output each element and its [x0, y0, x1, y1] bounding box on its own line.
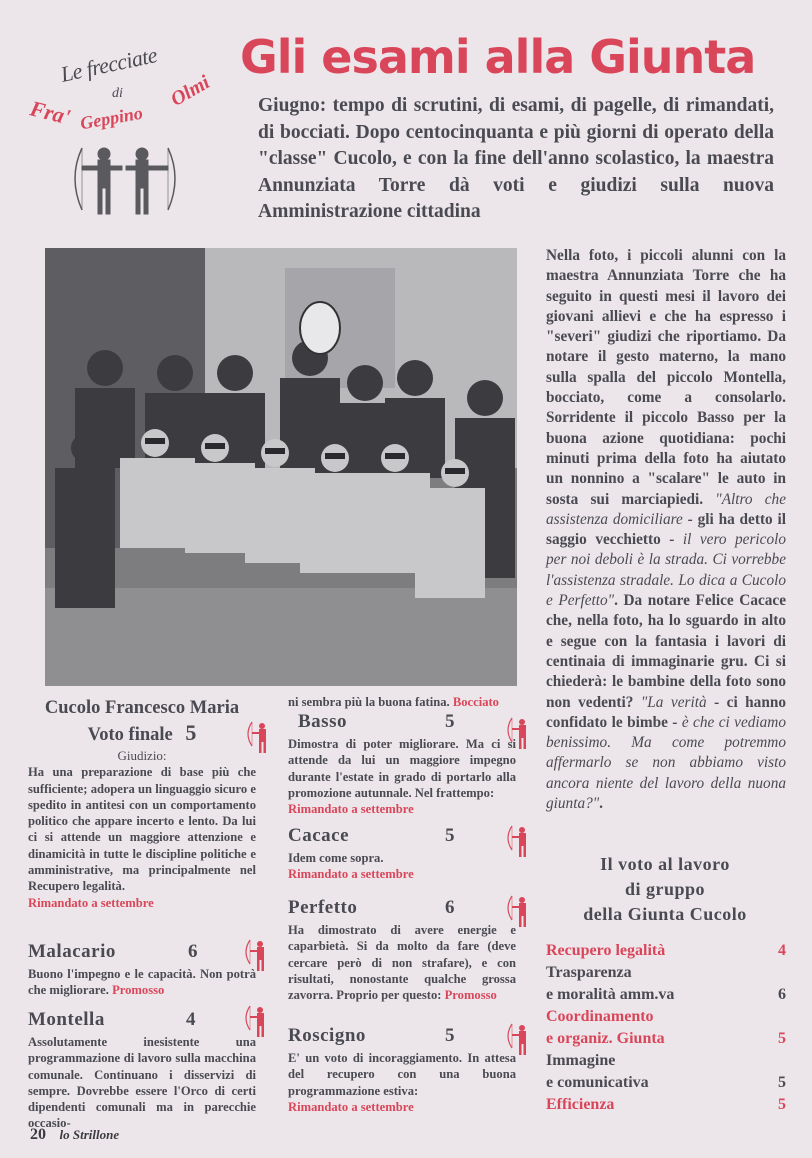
verdict-perfetto	[288, 897, 516, 1003]
group-vote-label: e comunicativa	[546, 1074, 649, 1091]
logo-line-geppino: Geppino	[78, 102, 145, 134]
archer-icon	[506, 824, 530, 863]
group-vote-row	[546, 1006, 786, 1028]
verdict-text: Idem come sopra.	[288, 851, 384, 865]
group-photo	[45, 248, 517, 686]
archer-icon	[244, 1004, 268, 1043]
verdict-malacario	[28, 941, 256, 999]
column-logo	[20, 40, 230, 210]
verdict-text: E' un voto di incoraggiamento. In attesa del recupero con una buona programmazione estiva:	[288, 1051, 516, 1098]
group-vote-label: Trasparenza	[546, 964, 632, 981]
group-vote-row	[546, 984, 786, 1006]
verdict-montella-continued	[288, 694, 516, 710]
verdict-outcome: Promosso	[444, 988, 497, 1003]
logo-line-fra: Fra'	[27, 95, 73, 130]
verdict-name: Cacace	[288, 825, 350, 846]
group-vote-value: 5	[778, 1074, 786, 1091]
group-vote-value	[756, 962, 786, 984]
group-vote-label: e moralità amm.va	[546, 986, 675, 1003]
verdict-judgement-label: Giudizio:	[117, 748, 167, 763]
verdict-grade: 6	[445, 897, 455, 918]
photo-caption: Nella foto, i piccoli alunni con la maestra Annunziata Torre che ha seguito in questi mesi il lavoro dei giovani allievi e che ha espresso i "severi" giudizi che riportiamo. Da notare il gesto materno, la mano sulla spalla del piccolo Montella, bocciato, come a consolarlo. Sorridente il piccolo Basso per la buona azione quotidiana: pochi minuti prima della foto ha aiutato un nonnino a "scalare" le auto in sosta sui marciapiedi. "Altro che assistenza domiciliare - gli ha detto il saggio vecchietto - il vero pericolo per noi deboli è la strada. Ci vorrebbe l'assistenza stradale. Lo dica a Cucolo e Perfetto". Da notare Felice Cacace che, nella foto, ha lo sguardo in alto e segue con la fantasia i lavori di centinaia di immaginarie gru. Ci si chiederà: le bambine della foto sono non vedenti? "La verità - ci hanno confidato le bimbe - è che ci vediamo benissimo. Ma come potremmo affermarlo se non abbiamo visto ancora niente del lavoro della nuona giunta?".	[546, 247, 787, 813]
verdict-name: Cucolo Francesco Maria	[44, 698, 240, 718]
verdict-grade-line: Voto finale 5	[87, 720, 197, 745]
verdict-outcome: Bocciato	[452, 695, 499, 709]
group-vote-row	[546, 1094, 786, 1116]
verdict-cacace	[288, 825, 516, 883]
group-vote-value: 4	[778, 942, 786, 959]
verdict-roscigno	[288, 1025, 516, 1115]
group-vote-label: Coordinamento	[546, 1008, 654, 1025]
publication-name: lo Strillone	[59, 1127, 120, 1142]
verdict-grade: 4	[186, 1009, 196, 1030]
verdict-grade: 5	[445, 711, 455, 732]
verdict-outcome: Rimandato a settembre	[288, 867, 414, 882]
group-vote-row	[546, 1050, 786, 1072]
verdict-text: Ha dimostrato di avere energie e caparbietà. Si da molto da fare (deve cercare però di non strafare), e con risultati, nonostante qualche grossa zavorra. Proprio per questo:	[288, 923, 516, 1003]
verdict-outcome: Promosso	[112, 983, 165, 998]
group-vote-value	[756, 1050, 786, 1072]
archer-icon	[506, 894, 530, 933]
archer-icon	[506, 1022, 530, 1061]
page-footer	[30, 1126, 119, 1144]
logo-line-frecciate: Le frecciate	[58, 42, 160, 87]
verdict-grade: 5	[185, 720, 197, 745]
group-photo-image	[45, 248, 517, 686]
page-number: 20	[30, 1126, 46, 1143]
verdict-grade: 5	[445, 825, 455, 846]
article-title: Gli esami alla Giunta	[240, 30, 756, 84]
group-vote-label: Efficienza	[546, 1096, 615, 1113]
twin-archers-icon	[70, 140, 180, 220]
article-intro: Giugno: tempo di scrutini, di esami, di pagelle, di rimandati, di bocciati. Dopo centocinquanta e più giorni di operato della "classe" Cucolo, e con la fine dell'anno scolastico, la maestra Annunziata Torre dà voti e giudizi sulla nuova Amministrazione cittadina	[258, 95, 774, 222]
group-vote-row	[546, 1028, 786, 1050]
verdict-grade: 6	[188, 941, 198, 962]
group-vote-value	[756, 1006, 786, 1028]
group-vote-row	[546, 940, 786, 962]
logo-line-di: di	[112, 86, 123, 101]
verdict-outcome: Rimandato a settembre	[288, 802, 414, 817]
group-vote-table	[546, 940, 786, 1116]
verdict-outcome: Rimandato a settembre	[288, 1099, 414, 1114]
verdict-outcome: Rimandato a settembre	[28, 895, 154, 910]
verdict-text: Ha una preparazione di base più che sufficiente; adopera un linguaggio sicuro e spedito in antitesi con un comportamento politico che appare incerto e lento. Da lui ci si attende un maggiore attenzione e dinamicità in tutte le discipline politiche e amministrative, ma principalmente nel Recupero legalità.	[28, 765, 256, 894]
group-vote-label: e organiz. Giunta	[546, 1030, 665, 1047]
verdict-grade: 5	[445, 1025, 455, 1046]
logo-line-olmi: Olmi	[167, 71, 214, 111]
verdict-name: Roscigno	[288, 1025, 366, 1046]
group-vote-row	[546, 1072, 786, 1094]
archer-icon	[506, 716, 530, 755]
verdict-montella	[28, 1009, 256, 1132]
verdict-text: Assolutamente inesistente una programmazione di lavoro sulla macchina comunale. Continuano i disservizi di sempre. Dovrebbe essere l'Orco di certi dipendenti comunali ma in parecchie occasio-	[28, 1035, 256, 1131]
group-vote-title: Il voto al lavoro di gruppo della Giunta Cucolo	[583, 854, 747, 924]
archer-icon	[246, 720, 270, 759]
verdict-cucolo	[28, 696, 256, 911]
verdict-basso	[288, 711, 516, 817]
group-vote-label: Recupero legalità	[546, 942, 666, 959]
group-vote-value: 6	[778, 986, 786, 1003]
group-vote-value: 5	[778, 1096, 786, 1113]
group-vote-value: 5	[778, 1030, 786, 1047]
verdict-name: Montella	[28, 1009, 105, 1030]
verdict-name: Malacario	[28, 941, 116, 962]
verdict-text: ni sembra più la buona fatina.	[288, 695, 453, 709]
verdict-text: Buono l'impegno e le capacità. Non potrà che migliorare.	[28, 967, 256, 998]
group-vote-label: Immagine	[546, 1052, 616, 1069]
group-vote-row	[546, 962, 786, 984]
archer-icon	[244, 938, 268, 977]
verdict-text: Dimostra di poter migliorare. Ma ci si attende da lui un maggiore impegno durante l'estate in grado di portarlo alla promozione autunnale. Nel frattempo:	[288, 737, 516, 800]
verdict-name: Basso	[298, 711, 347, 732]
verdict-name: Perfetto	[288, 897, 358, 918]
